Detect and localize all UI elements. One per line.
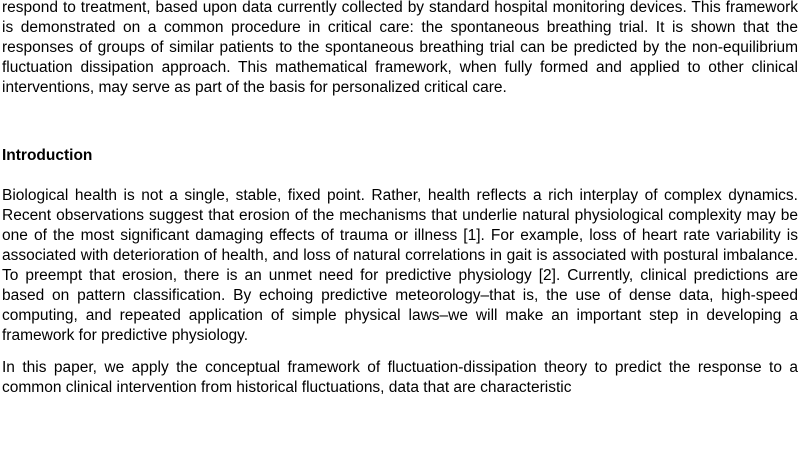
introduction-paragraph-2: In this paper, we apply the conceptual framework of fluctuation-dissipation theory to predict the response to a common clinical intervention from historical fluctuations, data that are characteristic — [2, 359, 798, 396]
section-heading-introduction: Introduction — [2, 147, 93, 164]
introduction-paragraph-1: Biological health is not a single, stable, fixed point. Rather, health reflects a rich interplay of complex dynamics. Recent observations suggest that erosion of the mechanisms that underlie natural physiological complexity may be one of the most significant damaging effects of trauma or illness [1]. For example, loss of heart rate variability is associated with deterioration of health, and loss of natural correlations in gait is associated with postural imbalance. To preempt that erosion, there is an unmet need for predictive physiology [2]. Currently, clinical predictions are based on pattern classification. By echoing predictive meteorology–that is, the use of dense data, high-speed computing, and repeated application of simple physical laws–we will make an important step in developing a framework for predictive physiology. — [2, 187, 798, 344]
abstract-paragraph-end: respond to treatment, based upon data currently collected by standard hospital monitoring devices. This framework is demonstrated on a common procedure in critical care: the spontaneous breathing trial. It is shown that the responses of groups of similar patients to the spontaneous breathing trial can be predicted by the non-equilibrium fluctuation dissipation approach. This mathematical framework, when fully formed and applied to other clinical interventions, may serve as part of the basis for personalized critical care. — [2, 0, 798, 96]
document-page — [2, 0, 798, 398]
